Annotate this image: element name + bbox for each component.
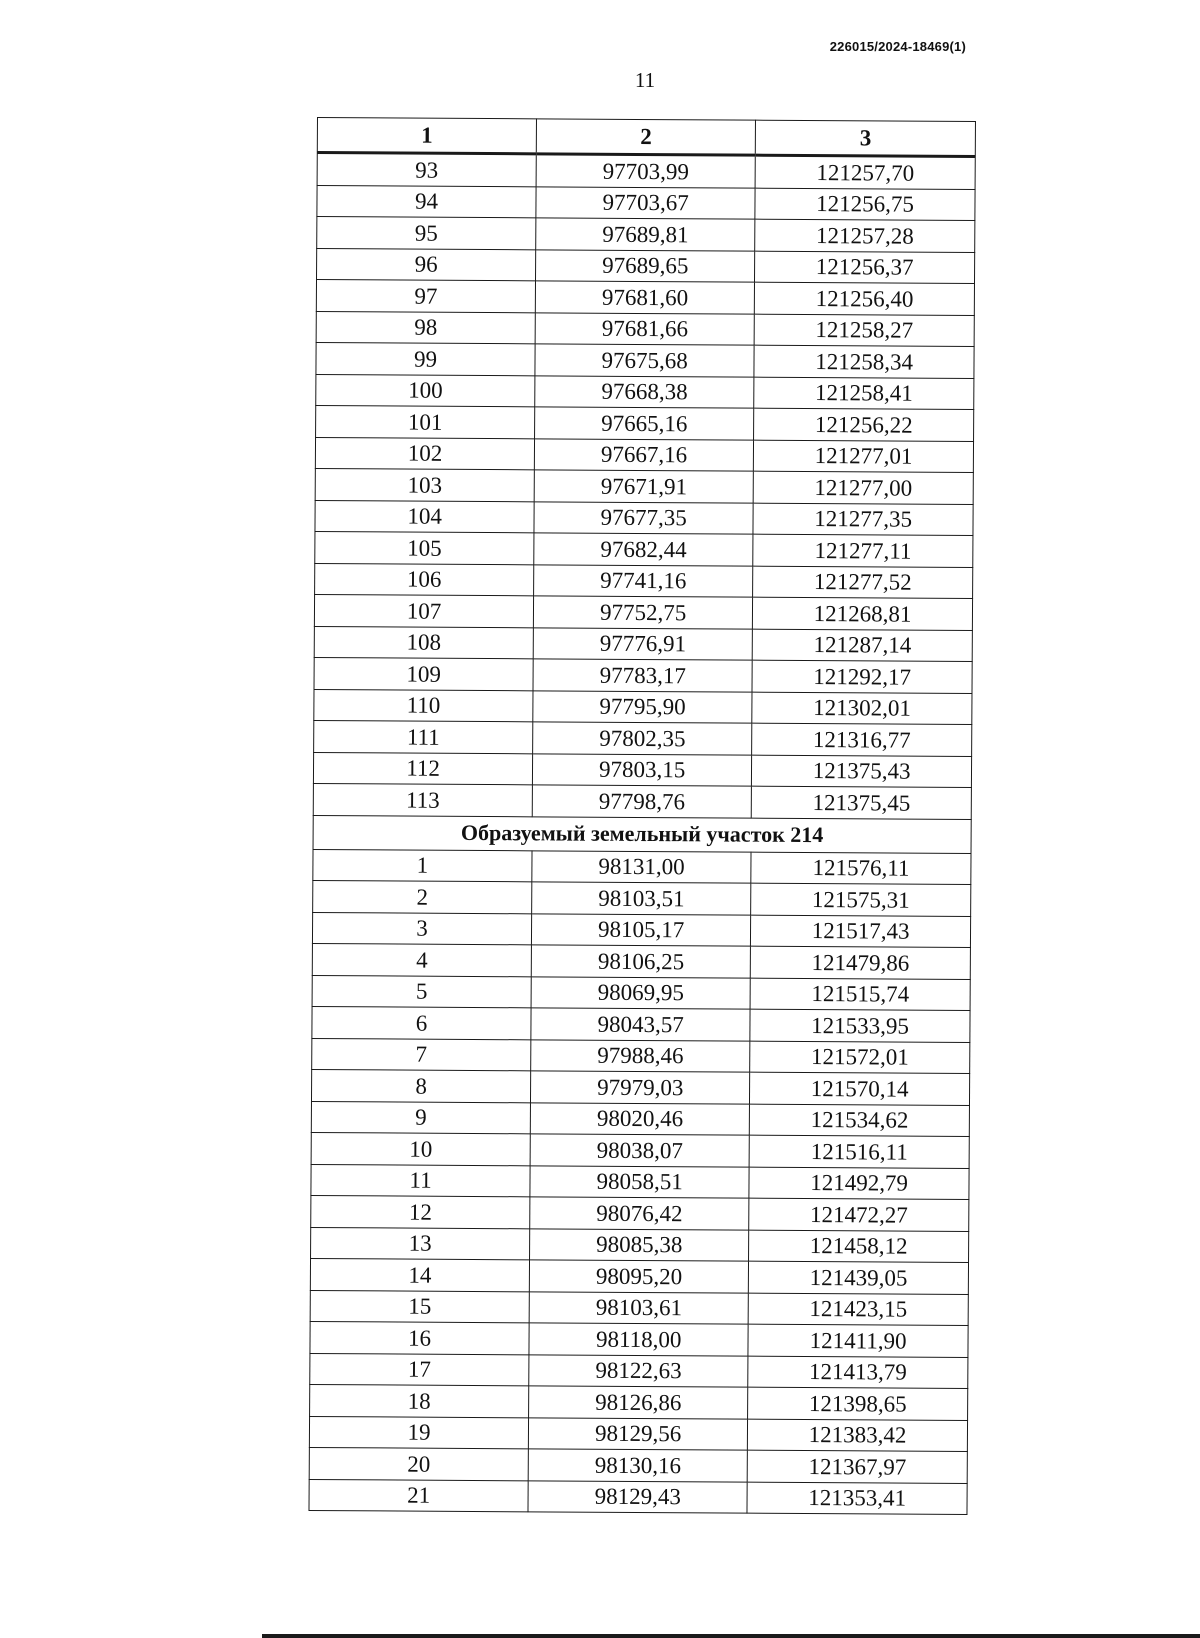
table-cell-col-2: 98118,00 — [529, 1323, 748, 1356]
table-cell-col-1: 113 — [313, 783, 532, 816]
table-cell-col-1: 96 — [317, 248, 536, 281]
table-cell-col-1: 10 — [311, 1132, 530, 1165]
table-cell-col-3: 121472,27 — [749, 1198, 969, 1231]
table-cell-col-3: 121517,43 — [751, 915, 971, 948]
table-cell-col-3: 121575,31 — [751, 883, 971, 916]
table-cell-col-2: 98129,43 — [528, 1480, 747, 1513]
table-cell-col-3: 121258,34 — [754, 345, 974, 378]
table-row — [317, 217, 975, 253]
section-header-group — [313, 815, 971, 853]
table-cell-col-3: 121257,28 — [755, 219, 975, 252]
table-row — [309, 1447, 967, 1483]
table-cell-col-1: 106 — [315, 563, 534, 596]
table-cell-col-1: 98 — [316, 311, 535, 344]
table-cell-col-1: 1 — [313, 849, 532, 882]
table-row — [310, 1384, 968, 1420]
table-cell-col-2: 98129,56 — [528, 1417, 747, 1450]
table-cell-col-1: 103 — [315, 468, 534, 501]
table-row — [316, 311, 974, 347]
table-row — [314, 594, 972, 630]
table-header — [317, 118, 975, 157]
table-cell-col-3: 121258,27 — [754, 314, 974, 347]
table-row — [317, 185, 975, 221]
table-cell-col-3: 121411,90 — [748, 1324, 968, 1357]
table-row — [310, 1290, 968, 1326]
page-number: 11 — [634, 68, 656, 92]
table-cell-col-3: 121492,79 — [749, 1167, 969, 1200]
table-cell-col-2: 98076,42 — [530, 1197, 749, 1230]
table-cell-col-1: 105 — [315, 531, 534, 564]
table-cell-col-2: 97677,35 — [534, 501, 753, 534]
table-cell-col-3: 121398,65 — [748, 1387, 968, 1420]
table-cell-col-3: 121353,41 — [747, 1482, 967, 1515]
table-cell-col-2: 98095,20 — [529, 1260, 748, 1293]
table-cell-col-3: 121570,14 — [750, 1072, 970, 1105]
table-row — [317, 153, 975, 190]
column-header-1: 1 — [317, 118, 536, 154]
table-row — [311, 1069, 969, 1105]
table-cell-col-3: 121423,15 — [748, 1293, 968, 1326]
table-cell-col-2: 97681,60 — [535, 281, 754, 314]
table-row — [309, 1479, 967, 1515]
table-cell-col-2: 98058,51 — [530, 1165, 749, 1198]
table-row — [316, 374, 974, 410]
table-cell-col-1: 107 — [314, 594, 533, 627]
table-cell-col-1: 5 — [312, 975, 531, 1008]
table-row — [311, 1164, 969, 1200]
table-cell-col-1: 4 — [312, 943, 531, 976]
table-cell-col-3: 121375,45 — [751, 786, 971, 819]
table-row — [313, 752, 971, 788]
table-cell-col-1: 15 — [310, 1290, 529, 1323]
table-cell-col-2: 97703,99 — [536, 154, 755, 188]
table-cell-col-2: 97988,46 — [531, 1039, 750, 1072]
table-cell-col-2: 98103,61 — [529, 1291, 748, 1324]
table-row — [314, 689, 972, 725]
table-cell-col-1: 12 — [311, 1195, 530, 1228]
table-row — [313, 880, 971, 916]
table-cell-col-3: 121367,97 — [747, 1450, 967, 1483]
table-cell-col-3: 121516,11 — [749, 1135, 969, 1168]
table-cell-col-2: 98126,86 — [529, 1386, 748, 1419]
table-cell-col-3: 121277,01 — [754, 440, 974, 473]
table-cell-col-3: 121572,01 — [750, 1041, 970, 1074]
table-cell-col-1: 110 — [314, 689, 533, 722]
table-cell-col-1: 17 — [310, 1353, 529, 1386]
table-row — [312, 975, 970, 1011]
table-cell-col-1: 9 — [311, 1101, 530, 1134]
table-row — [310, 1353, 968, 1389]
table-cell-col-3: 121256,37 — [755, 251, 975, 284]
header-row — [317, 118, 975, 157]
table-cell-col-2: 97979,03 — [531, 1071, 750, 1104]
table-cell-col-3: 121479,86 — [750, 946, 970, 979]
table-cell-col-2: 98131,00 — [532, 850, 751, 883]
table-cell-col-3: 121257,70 — [755, 155, 975, 189]
table-cell-col-2: 97802,35 — [533, 722, 752, 755]
table-cell-col-3: 121256,40 — [755, 282, 975, 315]
table-row — [315, 563, 973, 599]
table-cell-col-2: 97795,90 — [533, 690, 752, 723]
table-row — [311, 1227, 969, 1263]
table-row — [315, 468, 973, 504]
table-cell-col-2: 98106,25 — [531, 945, 750, 978]
table-cell-col-3: 121277,11 — [753, 534, 973, 567]
table-cell-col-3: 121413,79 — [748, 1356, 968, 1389]
table-cell-col-1: 6 — [312, 1006, 531, 1039]
coordinates-table — [308, 117, 976, 1515]
table-cell-col-1: 3 — [312, 912, 531, 945]
section-title: Образуемый земельный участок 214 — [313, 815, 971, 853]
column-header-3: 3 — [755, 120, 975, 156]
column-header-2: 2 — [536, 119, 755, 155]
table-cell-col-1: 2 — [313, 880, 532, 913]
table-cell-col-2: 98085,38 — [530, 1228, 749, 1261]
table-cell-col-1: 93 — [317, 153, 536, 187]
scan-edge-line — [262, 1634, 1200, 1638]
table-row — [315, 500, 973, 536]
table-cell-col-1: 11 — [311, 1164, 530, 1197]
table-cell-col-2: 98130,16 — [528, 1449, 747, 1482]
table-body-after — [309, 849, 971, 1515]
table-cell-col-1: 108 — [314, 626, 533, 659]
table-row — [316, 342, 974, 378]
table-cell-col-2: 97803,15 — [533, 753, 752, 786]
table-row — [311, 1195, 969, 1231]
table-cell-col-1: 101 — [316, 405, 535, 438]
table-row — [312, 943, 970, 979]
table-cell-col-1: 8 — [311, 1069, 530, 1102]
document-number: 226015/2024-18469(1) — [829, 39, 966, 54]
table-cell-col-1: 109 — [314, 657, 533, 690]
table-cell-col-3: 121316,77 — [752, 723, 972, 756]
table-cell-col-1: 14 — [310, 1258, 529, 1291]
table-row — [314, 626, 972, 662]
table-cell-col-2: 97689,81 — [536, 218, 755, 251]
table-body-before — [313, 153, 975, 820]
table-row — [314, 657, 972, 693]
table-cell-col-3: 121292,17 — [752, 660, 972, 693]
table-row — [315, 531, 973, 567]
table-cell-col-3: 121277,35 — [753, 503, 973, 536]
table-cell-col-1: 13 — [311, 1227, 530, 1260]
table-row — [311, 1132, 969, 1168]
table-cell-col-3: 121256,75 — [755, 188, 975, 221]
table-cell-col-3: 121287,14 — [752, 629, 972, 662]
table-cell-col-2: 98105,17 — [532, 913, 751, 946]
table-cell-col-3: 121458,12 — [749, 1230, 969, 1263]
table-cell-col-2: 97682,44 — [534, 533, 753, 566]
table-row — [310, 1321, 968, 1357]
table-cell-col-2: 97798,76 — [532, 785, 751, 818]
table-cell-col-3: 121383,42 — [748, 1419, 968, 1452]
table-cell-col-1: 18 — [310, 1384, 529, 1417]
table-cell-col-3: 121258,41 — [754, 377, 974, 410]
table-cell-col-1: 104 — [315, 500, 534, 533]
table-cell-col-3: 121515,74 — [750, 978, 970, 1011]
table-cell-col-1: 102 — [315, 437, 534, 470]
table-row — [316, 280, 974, 316]
table-cell-col-3: 121534,62 — [750, 1104, 970, 1137]
table-cell-col-3: 121375,43 — [752, 755, 972, 788]
table-cell-col-2: 97671,91 — [534, 470, 753, 503]
table-cell-col-2: 98122,63 — [529, 1354, 748, 1387]
table-row — [312, 1006, 970, 1042]
table-cell-col-1: 19 — [309, 1416, 528, 1449]
table-cell-col-3: 121277,00 — [753, 471, 973, 504]
table-cell-col-3: 121576,11 — [751, 852, 971, 885]
table-row — [312, 912, 970, 948]
table-cell-col-2: 97665,16 — [535, 407, 754, 440]
table-cell-col-1: 16 — [310, 1321, 529, 1354]
table-cell-col-3: 121439,05 — [749, 1261, 969, 1294]
table-cell-col-2: 97681,66 — [535, 312, 754, 345]
table-cell-col-1: 100 — [316, 374, 535, 407]
table-cell-col-2: 97703,67 — [536, 186, 755, 219]
table-row — [310, 1258, 968, 1294]
table-cell-col-2: 97675,68 — [535, 344, 754, 377]
table-cell-col-1: 99 — [316, 342, 535, 375]
table-cell-col-1: 97 — [316, 280, 535, 313]
table-cell-col-3: 121302,01 — [752, 692, 972, 725]
table-cell-col-2: 97689,65 — [536, 249, 755, 282]
table-cell-col-2: 98020,46 — [530, 1102, 749, 1135]
table-row — [312, 1038, 970, 1074]
table-cell-col-2: 98038,07 — [530, 1134, 749, 1167]
table-cell-col-1: 7 — [312, 1038, 531, 1071]
table-cell-col-1: 95 — [317, 217, 536, 250]
table-row — [316, 405, 974, 441]
table-cell-col-1: 21 — [309, 1479, 528, 1512]
table-row — [315, 437, 973, 473]
table-row — [311, 1101, 969, 1137]
table-cell-col-1: 112 — [313, 752, 532, 785]
table-row — [317, 248, 975, 284]
table-cell-col-2: 97667,16 — [534, 438, 753, 471]
table-cell-col-3: 121277,52 — [753, 566, 973, 599]
table-row — [309, 1416, 967, 1452]
table-cell-col-3: 121256,22 — [754, 408, 974, 441]
table-cell-col-1: 20 — [309, 1447, 528, 1480]
table-cell-col-3: 121533,95 — [750, 1009, 970, 1042]
table-cell-col-2: 98103,51 — [532, 882, 751, 915]
table-row — [313, 849, 971, 885]
table-cell-col-2: 97783,17 — [533, 659, 752, 692]
table-cell-col-3: 121268,81 — [753, 597, 973, 630]
table-cell-col-1: 94 — [317, 185, 536, 218]
table-cell-col-2: 97741,16 — [534, 564, 753, 597]
table-cell-col-1: 111 — [314, 720, 533, 753]
table-row — [314, 720, 972, 756]
table-row — [313, 783, 971, 819]
table-cell-col-2: 98043,57 — [531, 1008, 750, 1041]
table-cell-col-2: 97776,91 — [533, 627, 752, 660]
table-cell-col-2: 97752,75 — [533, 596, 752, 629]
section-row — [313, 815, 971, 853]
table-cell-col-2: 97668,38 — [535, 375, 754, 408]
table-cell-col-2: 98069,95 — [531, 976, 750, 1009]
